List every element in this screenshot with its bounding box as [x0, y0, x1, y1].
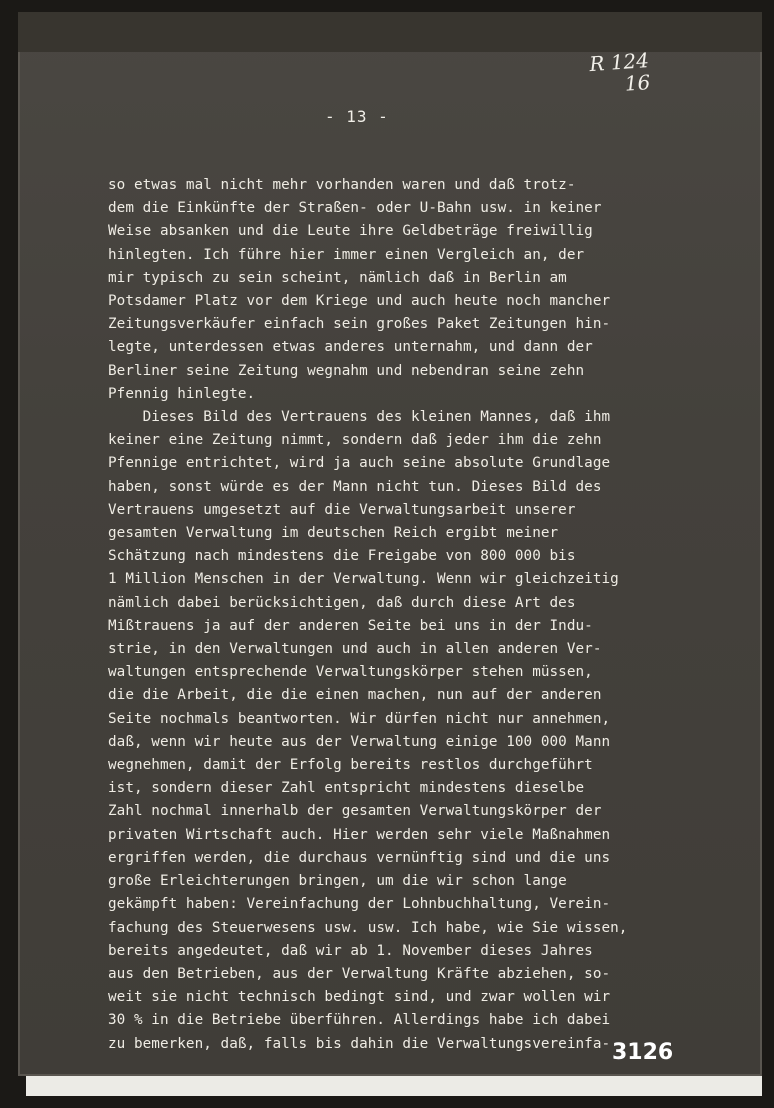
- text-line: Zeitungsverkäufer einfach sein großes Paket Zeitungen hin-: [108, 316, 611, 333]
- text-line: zu bemerken, daß, falls bis dahin die Verwaltungsvereinfa-: [108, 1035, 611, 1052]
- text-line: gesamten Verwaltung im deutschen Reich ergibt meiner: [108, 525, 559, 542]
- text-line: waltungen entsprechende Verwaltungskörper stehen müssen,: [108, 664, 593, 681]
- text-line: Vertrauens umgesetzt auf die Verwaltungsarbeit unserer: [108, 501, 576, 518]
- text-line: ergriffen werden, die durchaus vernünftig sind und die uns: [108, 849, 611, 866]
- text-line: hinlegten. Ich führe hier immer einen Vergleich an, der: [108, 246, 585, 263]
- page-top-band: [18, 12, 762, 52]
- handwritten-archive-note: [589, 47, 682, 97]
- text-line: Schätzung nach mindestens die Freigabe von 800 000 bis: [108, 548, 576, 565]
- text-line: wegnehmen, damit der Erfolg bereits restlos durchgeführt: [108, 757, 593, 774]
- text-line: Pfennig hinlegte.: [108, 385, 256, 402]
- text-line: Dieses Bild des Vertrauens des kleinen Mannes, daß ihm: [108, 409, 611, 426]
- text-line: aus den Betrieben, aus der Verwaltung Kräfte abziehen, so-: [108, 965, 611, 982]
- text-line: gekämpft haben: Vereinfachung der Lohnbuchhaltung, Verein-: [108, 896, 611, 913]
- text-line: 1 Million Menschen in der Verwaltung. Wenn wir gleichzeitig: [108, 571, 619, 588]
- text-line: ist, sondern dieser Zahl entspricht mindestens dieselbe: [108, 780, 585, 797]
- archive-note-line-2: 16: [623, 69, 652, 96]
- text-line: strie, in den Verwaltungen und auch in allen anderen Ver-: [108, 641, 602, 658]
- typewritten-body: [108, 174, 708, 1056]
- paper-bottom-strip: [26, 1076, 762, 1096]
- text-line: privaten Wirtschaft auch. Hier werden sehr viele Maßnahmen: [108, 826, 611, 843]
- text-line: Zahl nochmal innerhalb der gesamten Verwaltungskörper der: [108, 803, 602, 820]
- text-line: weit sie nicht technisch bedingt sind, und zwar wollen wir: [108, 989, 611, 1006]
- document-code: 3126: [612, 1040, 674, 1065]
- text-line: Weise absanken und die Leute ihre Geldbeträge freiwillig: [108, 223, 593, 240]
- text-line: fachung des Steuerwesens usw. usw. Ich habe, wie Sie wissen,: [108, 919, 628, 936]
- text-line: mir typisch zu sein scheint, nämlich daß in Berlin am: [108, 269, 567, 286]
- archive-note-line-1: R 124: [588, 48, 650, 77]
- page-number: - 13 -: [325, 107, 389, 126]
- text-line: Mißtrauens ja auf der anderen Seite bei uns in der Indu-: [108, 617, 593, 634]
- text-line: dem die Einkünfte der Straßen- oder U-Bahn usw. in keiner: [108, 200, 602, 217]
- text-line: haben, sonst würde es der Mann nicht tun. Dieses Bild des: [108, 478, 602, 495]
- text-line: keiner eine Zeitung nimmt, sondern daß jeder ihm die zehn: [108, 432, 602, 449]
- text-line: Berliner seine Zeitung wegnahm und nebendran seine zehn: [108, 362, 585, 379]
- text-line: Potsdamer Platz vor dem Kriege und auch heute noch mancher: [108, 293, 611, 310]
- text-line: große Erleichterungen bringen, um die wir schon lange: [108, 873, 567, 890]
- text-line: die die Arbeit, die die einen machen, nun auf der anderen: [108, 687, 602, 704]
- text-line: 30 % in die Betriebe überführen. Allerdings habe ich dabei: [108, 1012, 611, 1029]
- text-line: bereits angedeutet, daß wir ab 1. November dieses Jahres: [108, 942, 593, 959]
- text-line: legte, unterdessen etwas anderes unternahm, und dann der: [108, 339, 593, 356]
- text-line: Pfennige entrichtet, wird ja auch seine absolute Grundlage: [108, 455, 611, 472]
- text-line: so etwas mal nicht mehr vorhanden waren und daß trotz-: [108, 177, 576, 193]
- text-line: daß, wenn wir heute aus der Verwaltung einige 100 000 Mann: [108, 733, 611, 750]
- text-line: Seite nochmals beantworten. Wir dürfen nicht nur annehmen,: [108, 710, 611, 727]
- text-line: nämlich dabei berücksichtigen, daß durch diese Art des: [108, 594, 576, 611]
